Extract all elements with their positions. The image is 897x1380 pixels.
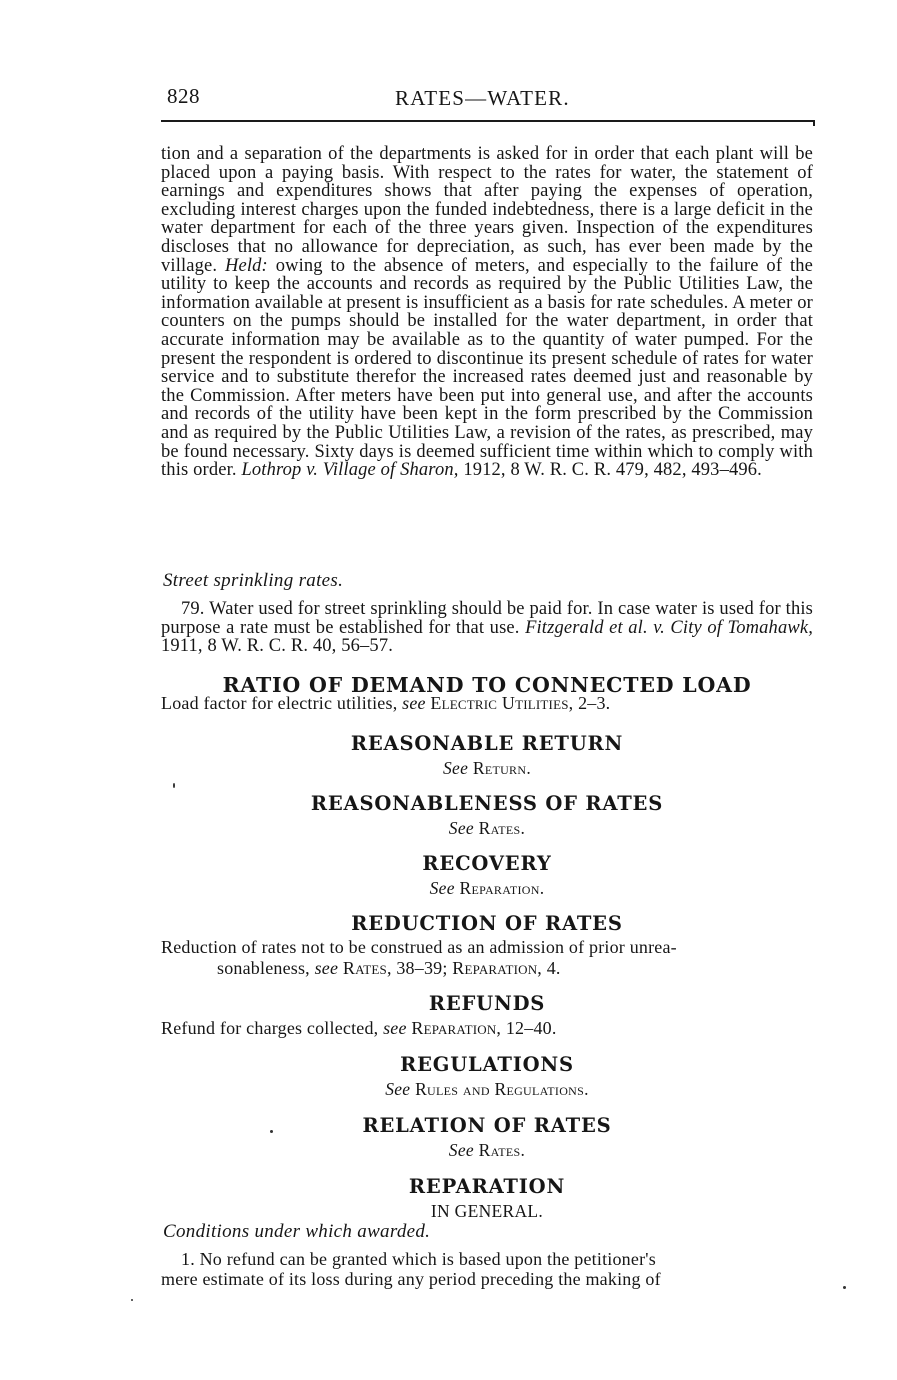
case-citation-tomahawk: Fitzgerald et al. v. City of Tomahawk, [525,617,813,638]
cross-reference-number: 12–40. [505,1018,557,1038]
scan-speck [843,1286,846,1289]
see-line-rules [161,1079,813,1100]
subheading-in-general: IN GENERAL. [430,1201,544,1221]
running-head [167,84,815,114]
street-sprinkling-text: 79. Water used for street sprinkling should be paid for. In case water is used for this purpose a rate must be established for that use. [161,599,813,638]
subhead-conditions: Conditions under which awarded. [163,1221,431,1242]
continuation-text: tion and a separation of the departments is asked for in order that each plant will be placed upon a paying basis. With respect to the rates for water, the statement of earnings and expenditures shows that after paying the expenses of operation, excluding interest charges upon the funded indebtedness, there is a large deficit in the water department for each of the three years given. Inspection of the expenditures discloses that no allowance for depreciation, as such, has ever been made by the village. [161,144,813,276]
entry-text: Load factor for electric utilities, [161,693,398,713]
citation-reference-tomahawk: 1911, 8 W. R. C. R. 40, 56–57. [161,636,394,657]
cross-reference-number: 2–3. [578,693,611,713]
cross-reference-number: 4. [546,958,561,978]
entry-line-reduction-2 [161,958,869,979]
cross-reference: Reparation, [452,958,543,978]
entry-line-refunds [161,1018,813,1039]
heading-reparation: REPARATION [408,1175,566,1198]
scan-speck [173,783,175,788]
cross-reference: Rules and Regulations. [415,1079,589,1099]
held-text: owing to the absence of meters, and especially to the failure of the utility to keep the accounts and records as required by the Public Utilities Law, the information available at present is insufficient as a basis for rate schedules. A meter or counters on the pumps should be installed for the water department, in order that accurate information may be available as to the quantity of water pumped. For the present the respondent is ordered to discontinue its present schedule of rates for water service and to substitute therefor the increased rates deemed just and reasonable by the Commission. After meters have been put into general use, and after the accounts and records of the utility have been kept in the form prescribed by the Commission and as required by the Public Utilities Law, a revision of the rates, as prescribed, may be found necessary. Sixty days is deemed sufficient time within which to comply with this order. [161,255,813,481]
see-word: see [383,1018,407,1038]
held-label: Held: [225,255,268,276]
heading-reasonable-return: REASONABLE RETURN [350,732,624,755]
running-title: RATES—WATER. [395,86,570,110]
heading-recovery: RECOVERY [422,852,552,875]
entry-line-load-factor [161,693,813,714]
heading-ratio-of-demand: RATIO OF DEMAND TO CONNECTED LOAD [222,673,752,697]
citation-reference: 1912, 8 W. R. C. R. 479, 482, 493–496. [463,460,762,481]
entry-text: sonableness, [217,958,310,978]
see-line-reparation [161,878,813,899]
cross-reference: Electric Utilities, [430,693,574,713]
cross-reference: Return. [472,758,532,778]
cross-reference: Rates. [478,818,526,838]
cross-reference: Reparation. [459,878,545,898]
see-word: See [448,818,474,838]
scan-speck [131,1299,133,1301]
subhead-street-sprinkling: Street sprinkling rates. [163,570,344,591]
see-word: See [448,1140,474,1160]
heading-reasonableness-of-rates: REASONABLENESS OF RATES [310,792,664,815]
see-line-rates [161,818,813,839]
street-sprinkling-paragraph [161,600,813,656]
heading-relation-of-rates: RELATION OF RATES [362,1114,612,1137]
entry-text: Refund for charges collected, [161,1018,379,1038]
see-word: see [402,693,426,713]
reparation-line-1: 1. No refund can be granted which is based upon the petitioner's [181,1249,656,1269]
entry-line-reduction-1: Reduction of rates not to be construed as an admission of prior unrea- [161,937,677,957]
cross-reference-number: 38–39; [396,958,448,978]
heading-refunds: REFUNDS [428,992,546,1015]
see-word: See [442,758,469,778]
reparation-line-2: mere estimate of its loss during any period preceding the making of [161,1269,661,1289]
see-line-return [161,758,813,779]
see-word: See [385,1079,411,1099]
see-word: see [314,958,339,978]
cross-reference: Rates, [342,958,392,978]
page-number: 828 [167,84,200,108]
continuation-paragraph [161,145,813,480]
heading-reduction-of-rates: REDUCTION OF RATES [351,912,623,935]
heading-regulations: REGULATIONS [400,1053,574,1076]
scan-speck [270,1130,273,1133]
case-citation: Lothrop v. Village of Sharon, [241,460,459,481]
see-line-rates-2 [161,1140,813,1161]
cross-reference: Reparation, [411,1018,502,1038]
cross-reference: Rates. [478,1140,526,1160]
see-word: See [429,878,455,898]
header-rule [161,120,813,122]
